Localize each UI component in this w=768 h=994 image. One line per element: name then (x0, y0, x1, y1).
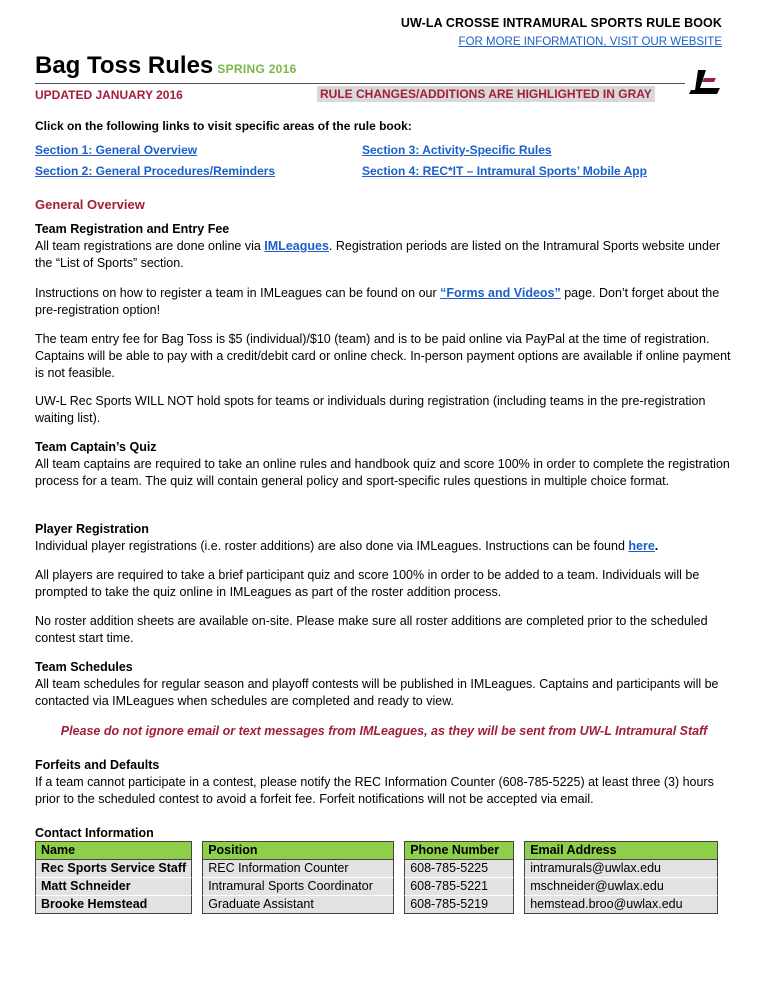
contact-email[interactable]: mschneider@uwlax.edu (524, 878, 718, 896)
section-4-link[interactable]: Section 4: REC*IT – Intramural Sports’ Mobile App (362, 164, 647, 178)
contact-table-header (35, 841, 718, 860)
table-row (35, 878, 718, 896)
general-overview-heading: General Overview (35, 197, 145, 212)
team-schedules-heading: Team Schedules (35, 660, 133, 674)
col-phone: Phone Number (404, 841, 514, 860)
page-title-text: Bag Toss Rules (35, 52, 214, 79)
uwl-logo-icon (686, 68, 726, 96)
col-email: Email Address (524, 841, 718, 860)
email-notice: Please do not ignore email or text messages from IMLeagues, as they will be sent from UW-L Intramural Staff (60, 724, 708, 738)
season-label: SPRING 2016 (217, 62, 297, 76)
team-registration-heading: Team Registration and Entry Fee (35, 222, 230, 236)
team-schedules-block (35, 659, 735, 710)
team-registration-text: All team registrations are done online via (35, 239, 265, 253)
here-link[interactable]: here (628, 539, 655, 553)
contact-phone: 608-785-5219 (404, 896, 514, 914)
captains-quiz-heading: Team Captain’s Quiz (35, 440, 157, 454)
contact-position: Graduate Assistant (202, 896, 394, 914)
table-row (35, 860, 718, 878)
forms-and-videos-link[interactable]: “Forms and Videos” (440, 286, 561, 300)
page-title (35, 52, 297, 80)
captains-quiz-text: All team captains are required to take an online rules and handbook quiz and score 100% in order to complete the registration process for a team. The quiz will contain general policy and sport-specific rules questions in multiple choice format. (35, 457, 730, 488)
updated-date: UPDATED JANUARY 2016 (35, 88, 183, 102)
team-registration-text-end: . Registration periods are listed on the Intramural Sports website under the “List of Sports” section. (35, 239, 721, 270)
contact-phone: 608-785-5221 (404, 878, 514, 896)
contact-phone: 608-785-5225 (404, 860, 514, 878)
contact-position: Intramural Sports Coordinator (202, 878, 394, 896)
contact-name: Rec Sports Service Staff (35, 860, 192, 878)
website-link[interactable]: FOR MORE INFORMATION, VISIT OUR WEBSITE (458, 36, 722, 48)
section-1-link[interactable]: Section 1: General Overview (35, 143, 198, 157)
forfeits-text: If a team cannot participate in a contest, please notify the REC Information Counter (608-785-5225) at least three (3) hours prior to the scheduled contest to avoid a forfeit fee. Forfeit notifications will not be accepted via email. (35, 775, 714, 806)
contact-name: Matt Schneider (35, 878, 192, 896)
instructions-text: Instructions on how to register a team in IMLeagues can be found on our (35, 286, 441, 300)
contact-name: Brooke Hemstead (35, 896, 192, 914)
instructions-paragraph (35, 285, 735, 319)
hold-spots-paragraph: UW-L Rec Sports WILL NOT hold spots for teams or individuals during registration (including teams in the pre-registration waiting list). (35, 394, 706, 425)
contact-heading: Contact Information (35, 826, 154, 840)
col-name: Name (35, 841, 192, 860)
captains-quiz-block (35, 439, 735, 490)
contact-position: REC Information Counter (202, 860, 394, 878)
entry-fee-paragraph: The team entry fee for Bag Toss is $5 (individual)/$10 (team) and is to be paid online via PayPal at the time of registration. Captains will be able to pay with a credit/debit card or online check. In-person payment options are available if online payment is not feasible. (35, 332, 731, 380)
forfeits-heading: Forfeits and Defaults (35, 758, 160, 772)
player-registration-heading: Player Registration (35, 522, 149, 536)
rule-changes-note: RULE CHANGES/ADDITIONS ARE HIGHLIGHTED IN GRAY (317, 86, 655, 102)
imleagues-link[interactable]: IMLeagues (264, 239, 329, 253)
team-schedules-text: All team schedules for regular season and playoff contests will be published in IMLeagues. Captains and participants will be contacted via IMLeagues when schedules are completed and ready to view. (35, 677, 719, 708)
rule-book-header-title: UW-LA CROSSE INTRAMURAL SPORTS RULE BOOK (400, 16, 722, 30)
forfeits-block (35, 757, 735, 808)
contact-email[interactable]: hemstead.broo@uwlax.edu (524, 896, 718, 914)
title-divider (35, 83, 685, 84)
contact-table (35, 841, 718, 914)
team-registration-block (35, 221, 735, 272)
contact-email[interactable]: intramurals@uwlax.edu (524, 860, 718, 878)
roster-sheets-paragraph: No roster addition sheets are available on-site. Please make sure all roster additions are completed prior to the scheduled contest start time. (35, 614, 708, 645)
section-2-link[interactable]: Section 2: General Procedures/Reminders (35, 164, 276, 178)
player-registration-text: Individual player registrations (i.e. roster additions) are also done via IMLeagues. Instructions can be found (35, 539, 629, 553)
col-position: Position (202, 841, 394, 860)
links-intro: Click on the following links to visit specific areas of the rule book: (35, 119, 412, 133)
player-registration-block (35, 521, 735, 555)
instructions-text-end: page. Don’t forget about the pre-registration option! (35, 286, 720, 317)
player-registration-period: . (654, 539, 659, 553)
section-3-link[interactable]: Section 3: Activity-Specific Rules (362, 143, 552, 157)
participant-quiz-paragraph: All players are required to take a brief participant quiz and score 100% in order to be added to a team. Individuals will be prompted to take the quiz online in IMLeagues as part of the roster addition process. (35, 568, 700, 599)
table-row (35, 896, 718, 914)
